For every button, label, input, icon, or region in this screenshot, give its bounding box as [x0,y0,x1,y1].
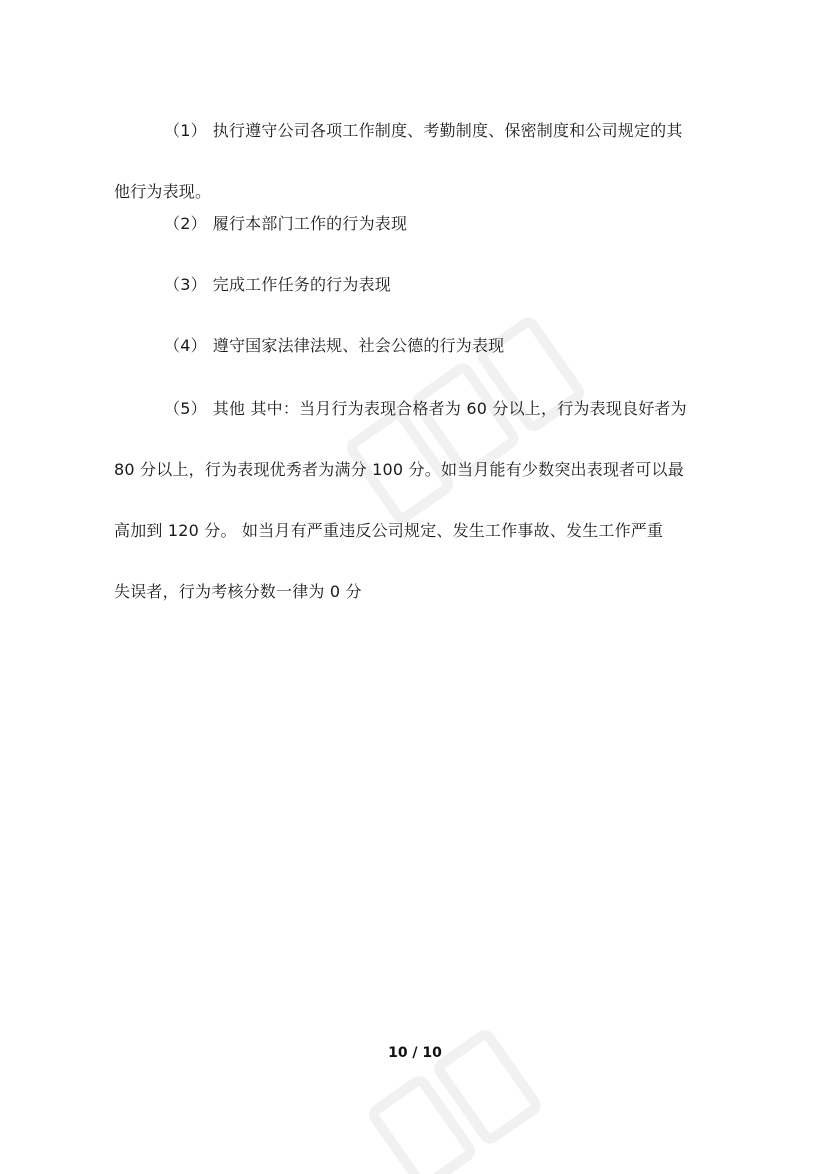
line-text: 失误者，行为考核分数一律为 0 分 [114,582,362,601]
item-number: （3） [164,275,207,294]
line-text: 其他 其中：当月行为表现合格者为 60 分以上，行为表现良好者为 [212,399,687,418]
item-number: （2） [164,214,207,233]
paragraph-5-line-2 [114,439,718,500]
line-text: 高加到 120 分。 如当月有严重违反公司规定、发生工作事故、发生工作严重 [114,521,664,540]
line-text: 执行遵守公司各项工作制度、考勤制度、保密制度和公司规定的其 [212,121,683,140]
line-text: 遵守国家法律法规、社会公德的行为表现 [212,336,505,355]
paragraph-5 [114,378,718,622]
line-text: 完成工作任务的行为表现 [212,275,391,294]
line-text: 履行本部门工作的行为表现 [212,214,408,233]
paragraph-2-line-1 [114,209,718,239]
paragraph-1-line-1 [114,100,718,161]
item-number: （1） [164,121,207,140]
paragraph-3 [114,270,718,300]
paragraph-5-line-1 [114,378,718,439]
paragraph-4-line-1 [114,331,718,361]
paragraph-1 [114,100,718,222]
paragraph-4 [114,331,718,361]
item-number: （4） [164,336,207,355]
item-number: （5） [164,399,207,418]
paragraph-5-line-4 [114,561,718,622]
paragraph-2 [114,209,718,239]
paragraph-5-line-3 [114,500,718,561]
line-text: 80 分以上，行为表现优秀者为满分 100 分。如当月能有少数突出表现者可以最 [114,460,684,479]
page-indicator: 10 / 10 [388,1045,442,1061]
line-text: 他行为表现。 [114,182,212,201]
paragraph-3-line-1 [114,270,718,300]
